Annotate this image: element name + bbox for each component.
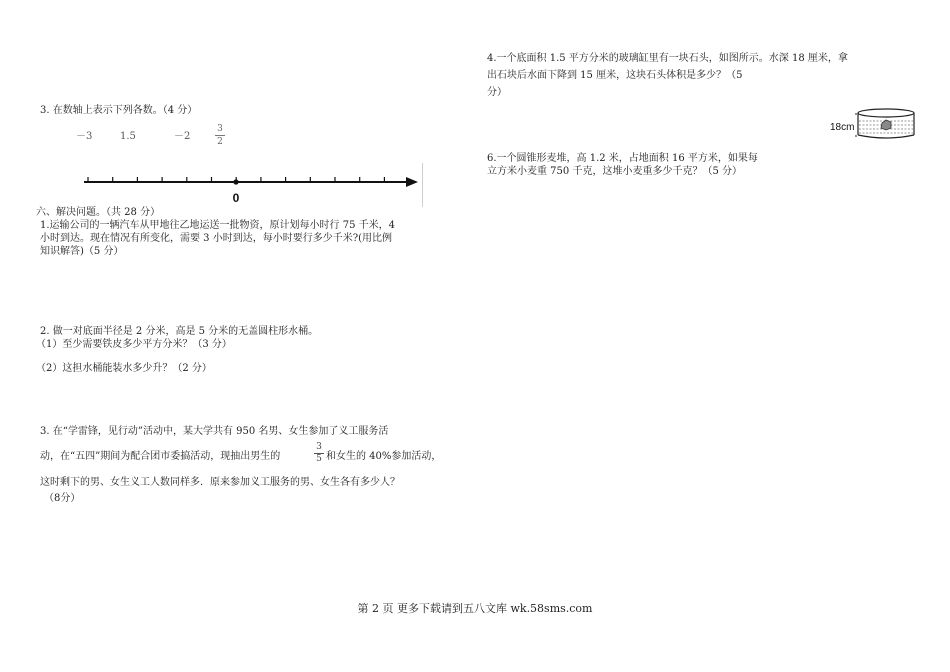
q4-line-2: 出石块后水面下降到 15 厘米，这块石头体积是多少？（5 bbox=[487, 70, 743, 81]
fraction-numerator: 3 bbox=[316, 442, 322, 452]
q2-sub2: （2）这担水桶能装水多少升？（2 分） bbox=[36, 363, 212, 374]
stone-icon bbox=[881, 120, 891, 130]
section6-heading: 六、解决问题。（共 28 分） bbox=[36, 207, 161, 218]
glass-tank-figure bbox=[855, 106, 917, 142]
q6-line-1: 6.一个圆锥形麦堆，高 1.2 米，占地面积 16 平方米，如果每 bbox=[487, 153, 758, 164]
q1-line-2: 小时到达。现在情况有所变化，需要 3 小时到达，每小时要行多少千米?(用比例 bbox=[40, 233, 392, 244]
fraction-denominator: 2 bbox=[217, 137, 223, 147]
number-neg2: －2 bbox=[174, 131, 191, 142]
q4-line-1: 4.一个底面积 1.5 平方分米的玻璃缸里有一块石头，如图所示。水深 18 厘米，拿 bbox=[487, 53, 848, 64]
number-neg3: －3 bbox=[76, 131, 93, 142]
number-line bbox=[80, 170, 425, 206]
q3-line-4: （8分） bbox=[44, 493, 81, 504]
tank-rim bbox=[858, 109, 914, 117]
q3-line-3: 这时剩下的男、女生义工人数同样多．原来参加义工服务的男、女生各有多少人？ bbox=[40, 477, 400, 488]
q3-line-2-after: 和女生的 40%参加活动， bbox=[326, 451, 442, 462]
q2-sub1: （1）至少需要铁皮多少平方分米？（3 分） bbox=[36, 339, 232, 350]
q1-line-1: 1.运输公司的一辆汽车从甲地往乙地运送一批物资，原计划每小时行 75 千米，4 bbox=[40, 220, 395, 231]
fraction-numerator: 3 bbox=[217, 124, 223, 134]
q6-line-2: 立方米小麦重 750 千克，这堆小麦重多少千克？（5 分） bbox=[487, 166, 742, 177]
fraction-three-halves bbox=[215, 124, 225, 147]
column-divider-mark bbox=[422, 163, 423, 207]
q2-stem: 2. 做一对底面半径是 2 分米，高是 5 分米的无盖圆柱形水桶。 bbox=[40, 326, 319, 337]
origin-point bbox=[233, 179, 238, 184]
tank-depth-label: 18cm bbox=[830, 122, 855, 133]
q4-line-3: 分） bbox=[487, 87, 507, 98]
number-1-5: 1.5 bbox=[120, 131, 136, 142]
q3-line-1: 3. 在“学雷锋，见行动”活动中，某大学共有 950 名男、女生参加了义工服务活 bbox=[40, 426, 389, 437]
fraction-three-fifths bbox=[314, 442, 324, 465]
number-line-arrow bbox=[406, 177, 418, 187]
origin-label: 0 bbox=[232, 191, 240, 205]
q1-line-3: 知识解答)（5 分） bbox=[40, 246, 124, 257]
fraction-bar bbox=[215, 135, 225, 136]
page-footer: 第 2 页 更多下载请到五八文库 wk.58sms.com bbox=[357, 602, 593, 615]
q3-line-2-before: 动，在“五四”期间为配合团市委搞活动，现抽出男生的 bbox=[40, 451, 281, 462]
tank-bottom bbox=[858, 135, 914, 138]
fraction-denominator: 5 bbox=[316, 454, 322, 464]
q3-number-line-prompt: 3. 在数轴上表示下列各数。（4 分） bbox=[40, 105, 198, 116]
